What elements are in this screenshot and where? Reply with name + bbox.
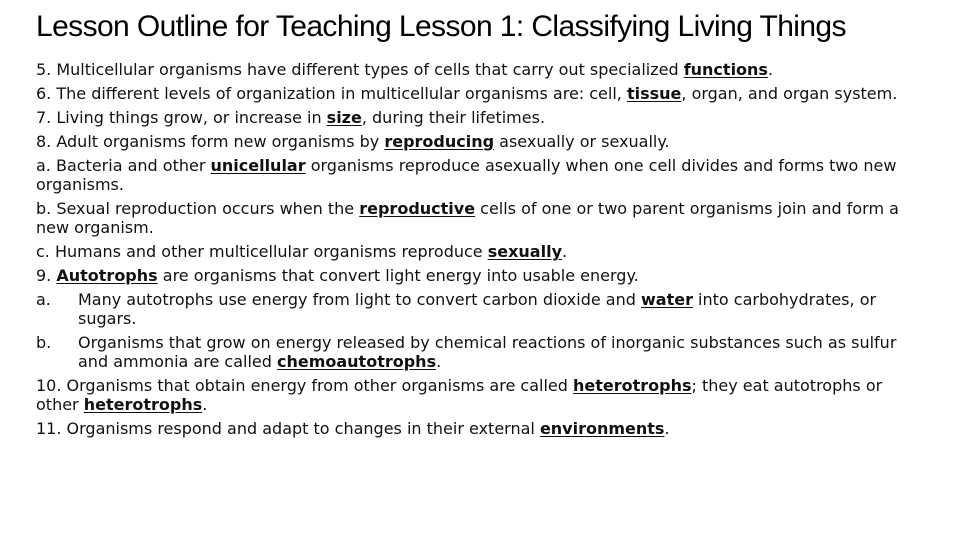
- outline-body: [36, 60, 916, 443]
- answer-term: size: [326, 108, 362, 127]
- item-label: b.: [36, 333, 52, 352]
- item-text: Organisms that grow on energy released by chemical reactions of inorganic substances such as sulfur and ammonia are called: [78, 333, 897, 371]
- outline-item-9b: [36, 333, 916, 371]
- outline-item-9a: [36, 290, 916, 328]
- item-text: .: [436, 352, 442, 371]
- outline-item-11: [36, 419, 916, 438]
- answer-term: water: [641, 290, 693, 309]
- item-text: 5. Multicellular organisms have different types of cells that carry out specialized: [36, 60, 684, 79]
- answer-term: chemoautotrophs: [276, 352, 437, 371]
- outline-item-9: [36, 266, 916, 285]
- outline-item-8a: [36, 156, 916, 194]
- answer-term: functions: [683, 60, 768, 79]
- item-text: 6. The different levels of organization in multicellular organisms are: cell,: [36, 84, 627, 103]
- item-label: a.: [36, 290, 51, 309]
- outline-item-5: [36, 60, 916, 79]
- item-text: 9.: [36, 266, 57, 285]
- answer-term: environments: [539, 419, 665, 438]
- answer-term: Autotrophs: [56, 266, 158, 285]
- slide-title: Lesson Outline for Teaching Lesson 1: Classifying Living Things: [36, 10, 846, 43]
- outline-item-10: [36, 376, 916, 414]
- item-text: Many autotrophs use energy from light to convert carbon dioxide and: [78, 290, 641, 309]
- outline-item-8: [36, 132, 916, 151]
- answer-term: heterotrophs: [83, 395, 203, 414]
- outline-item-8c: [36, 242, 916, 261]
- answer-term: reproductive: [359, 199, 476, 218]
- answer-term: unicellular: [210, 156, 306, 175]
- item-text: 10. Organisms that obtain energy from other organisms are called: [36, 376, 573, 395]
- item-text: .: [664, 419, 670, 438]
- item-text: 7. Living things grow, or increase in: [36, 108, 327, 127]
- item-text: a. Bacteria and other: [36, 156, 211, 175]
- item-text: .: [562, 242, 568, 261]
- item-text: , organ, and organ system.: [681, 84, 898, 103]
- answer-term: sexually: [487, 242, 562, 261]
- item-text: cells of one or two parent organisms join and form a new organism.: [36, 199, 899, 237]
- item-text: c. Humans and other multicellular organisms reproduce: [36, 242, 488, 261]
- item-text: ; they eat autotrophs or other: [36, 376, 883, 414]
- answer-term: heterotrophs: [572, 376, 692, 395]
- outline-item-7: [36, 108, 916, 127]
- answer-term: tissue: [626, 84, 682, 103]
- item-text: b. Sexual reproduction occurs when the: [36, 199, 360, 218]
- item-text: are organisms that convert light energy into usable energy.: [157, 266, 639, 285]
- item-text: 11. Organisms respond and adapt to changes in their external: [36, 419, 540, 438]
- item-text: asexually or sexually.: [494, 132, 670, 151]
- item-text: .: [767, 60, 774, 79]
- outline-item-6: [36, 84, 916, 103]
- item-text: 8. Adult organisms form new organisms by: [36, 132, 385, 151]
- item-text: into carbohydrates, or sugars.: [78, 290, 877, 328]
- answer-term: reproducing: [384, 132, 495, 151]
- item-text: , during their lifetimes.: [361, 108, 546, 127]
- item-text: .: [202, 395, 208, 414]
- outline-item-8b: [36, 199, 916, 237]
- item-text: organisms reproduce asexually when one cell divides and forms two new organisms.: [36, 156, 897, 194]
